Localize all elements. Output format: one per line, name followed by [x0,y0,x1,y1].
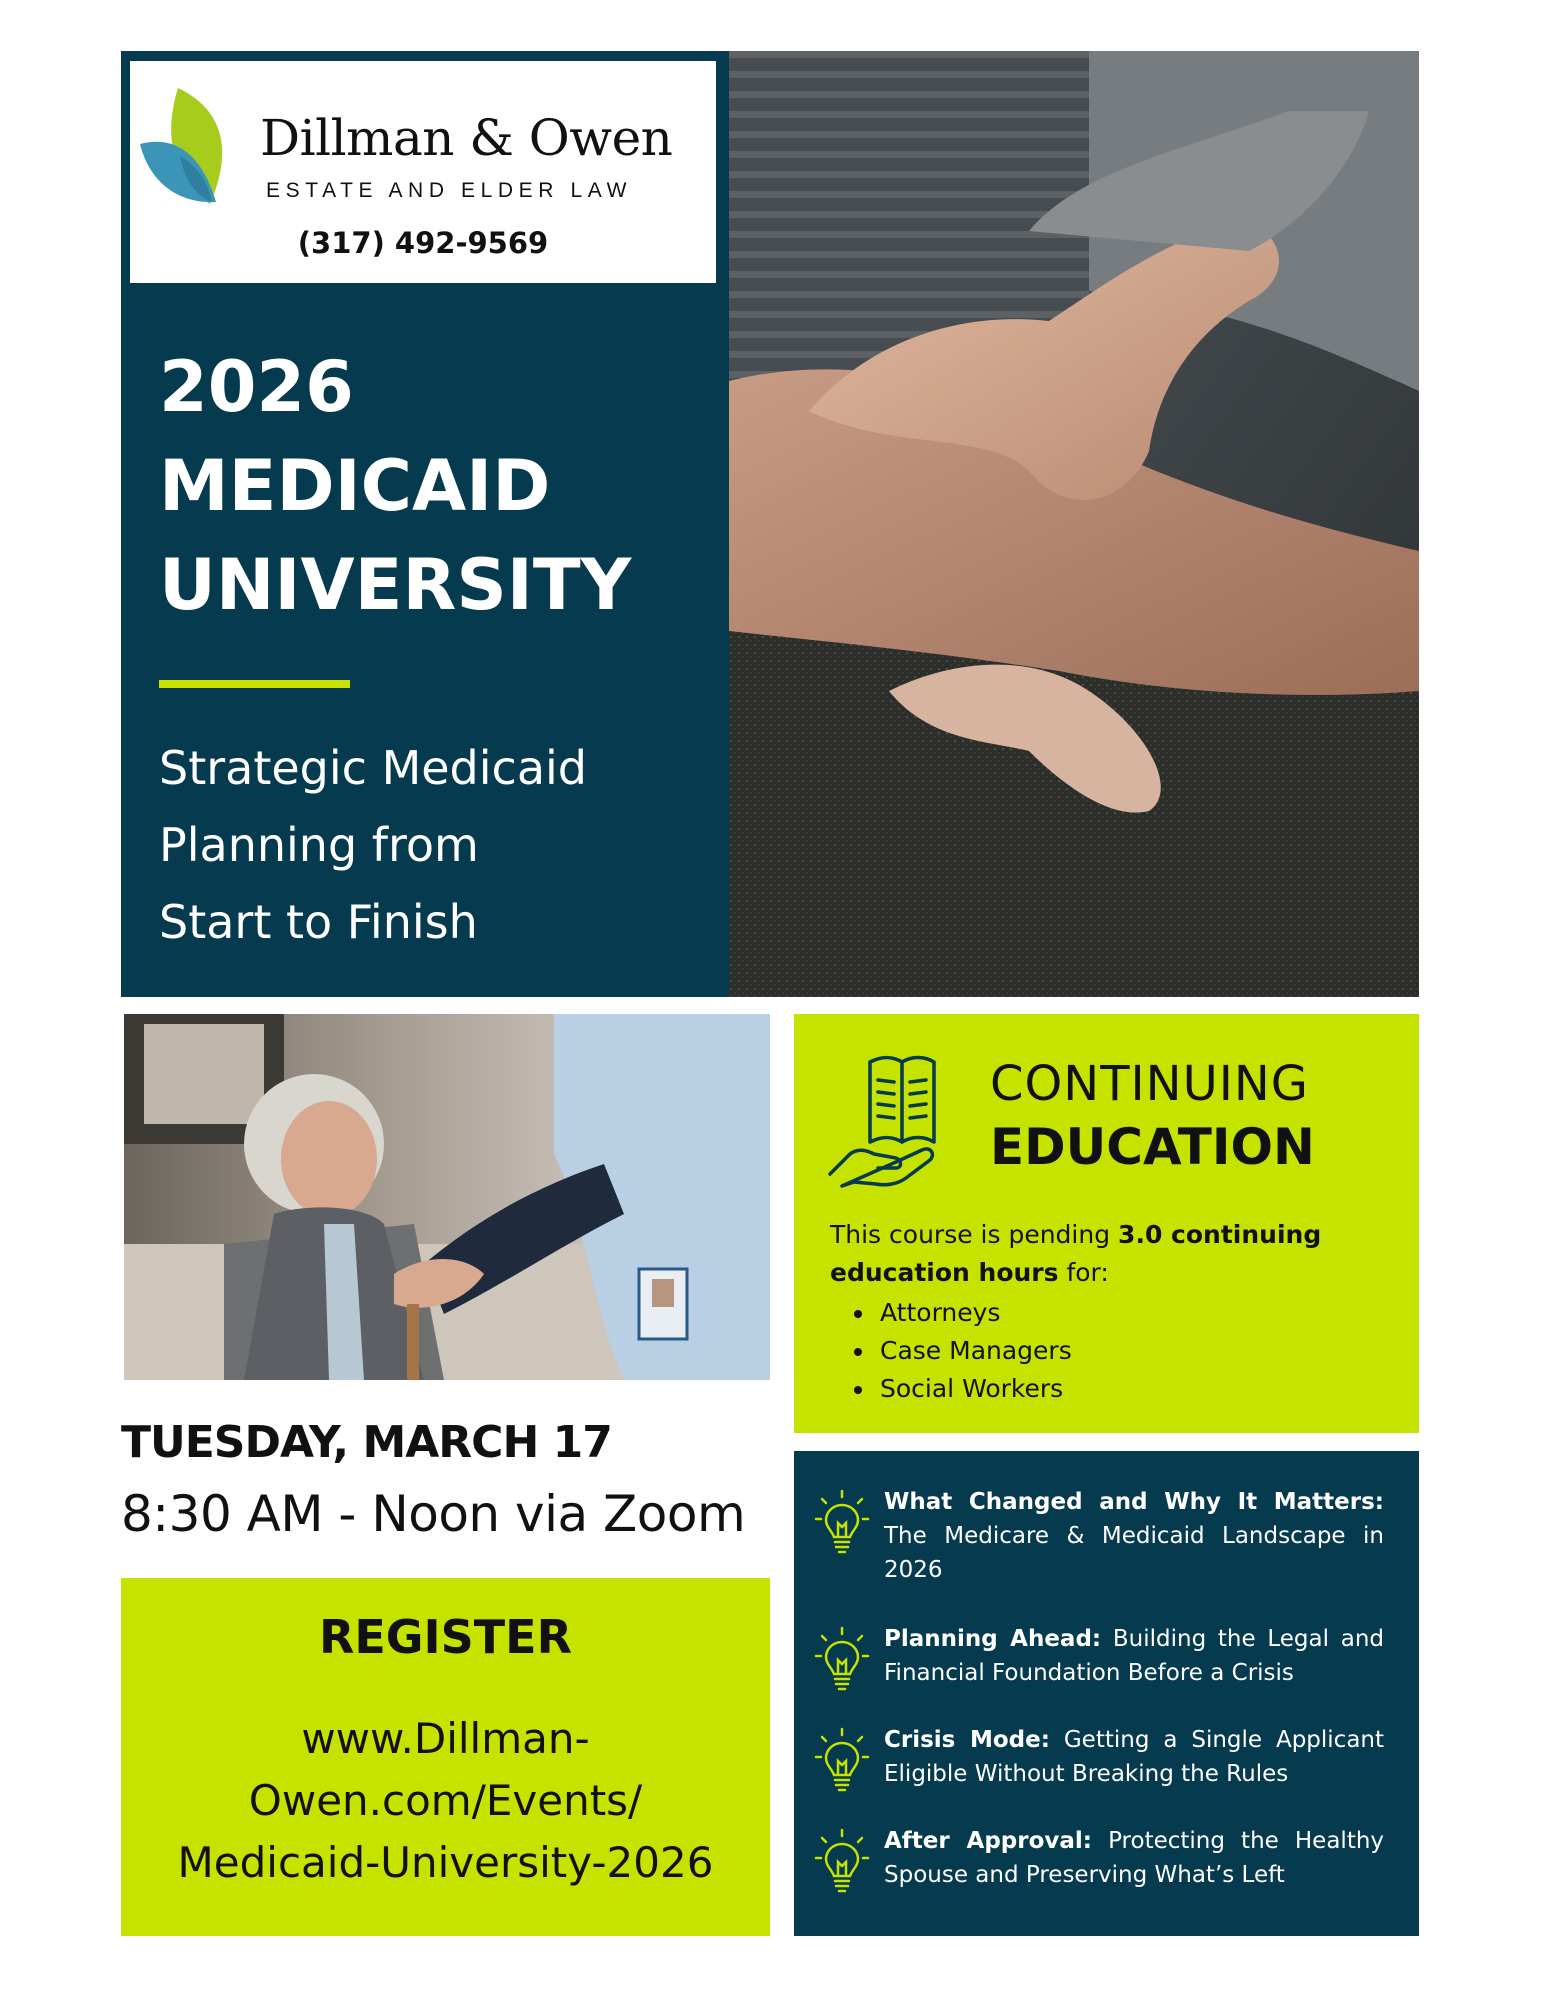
title-divider [159,680,350,688]
agenda-description: Protecting the Healthy Spouse and Preserving What’s Left [884,1828,1385,1888]
subtitle-line: Strategic Medicaid [159,741,587,795]
book-in-hand-icon [826,1050,942,1188]
lightbulb-icon [814,1489,870,1555]
agenda-text [884,1622,1384,1690]
ce-heading-line1: CONTINUING [990,1056,1309,1112]
subtitle-line: Start to Finish [159,895,478,949]
agenda-title: What Changed and Why It Matters: [884,1489,1384,1515]
firm-name: Dillman & Owen [260,109,673,167]
list-item: • Attorneys [876,1294,1072,1332]
ce-audience-list [876,1294,1072,1408]
register-heading: REGISTER [318,1610,573,1664]
list-item: • Social Workers [876,1370,1072,1408]
logo-box [130,61,716,283]
list-item: • Case Managers [876,1332,1072,1370]
event-date: TUESDAY, MARCH 17 [121,1417,612,1468]
photo-senior-with-caregiver [124,1014,770,1380]
event-subtitle [159,730,719,961]
title-year: 2026 [159,346,354,428]
leaf-logo-icon [140,86,240,206]
agenda-title: Crisis Mode: [884,1727,1050,1753]
register-url-line[interactable]: www.Dillman- [301,1714,590,1763]
agenda-text [884,1824,1384,1892]
ce-text-suffix: for: [1058,1258,1109,1287]
agenda-title: Planning Ahead: [884,1626,1102,1652]
continuing-education-box [794,1014,1419,1433]
subtitle-line: Planning from [159,818,479,872]
ce-description [830,1216,1390,1292]
ce-hours: 3.0 continuing education hours [830,1220,1322,1287]
title-medicaid: MEDICAID [159,445,551,527]
register-link[interactable] [121,1708,770,1894]
agenda-description: Building the Legal and Financial Foundation Before a Crisis [884,1626,1385,1686]
ce-text-prefix: This course is pending [830,1220,1119,1249]
lightbulb-icon [814,1626,870,1692]
event-title [159,338,719,635]
agenda-text [884,1723,1384,1791]
register-url-line[interactable]: Medicaid-University-2026 [177,1838,714,1887]
lightbulb-icon [814,1727,870,1793]
ce-heading-line2: EDUCATION [990,1118,1315,1176]
agenda-description: Getting a Single Applicant Eligible Without Breaking the Rules [884,1727,1385,1787]
firm-tagline: ESTATE AND ELDER LAW [266,179,632,202]
agenda-title: After Approval: [884,1828,1092,1854]
agenda-box [794,1451,1419,1936]
title-university: UNIVERSITY [159,544,632,626]
register-box [121,1578,770,1936]
event-time: 8:30 AM - Noon via Zoom [121,1485,746,1543]
hero-photo-holding-hands [729,51,1419,997]
firm-phone: (317) 492-9569 [297,226,549,260]
agenda-text [884,1485,1384,1587]
agenda-description: The Medicare & Medicaid Landscape in 2026 [884,1523,1384,1583]
lightbulb-icon [814,1828,870,1894]
register-url-line[interactable]: Owen.com/Events/ [248,1776,643,1825]
